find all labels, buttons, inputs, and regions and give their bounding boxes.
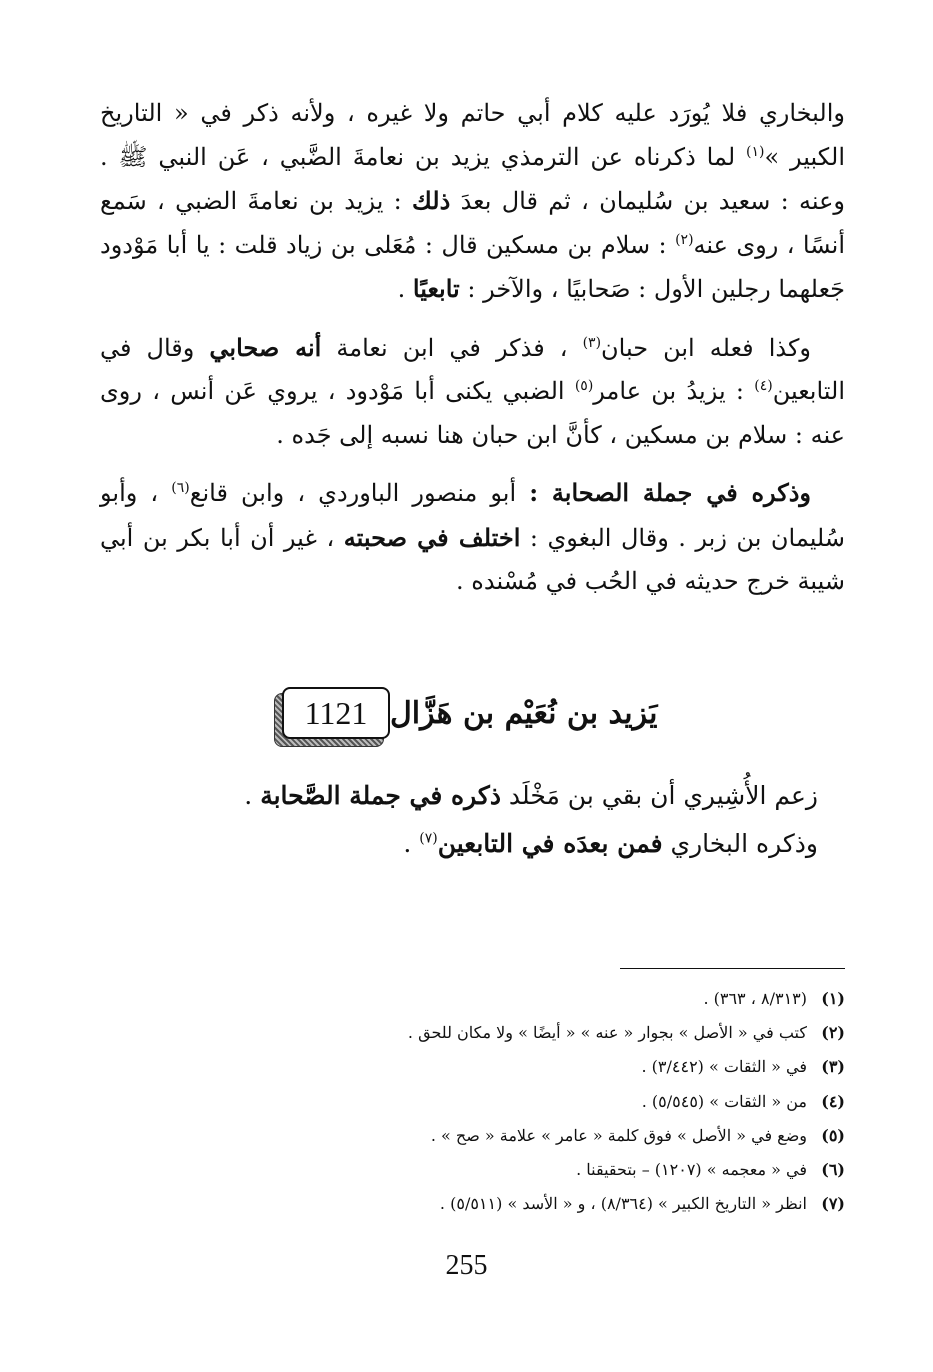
footnote-number: (٦) — [821, 1160, 845, 1180]
bold-text: فمن بعدَه في التابعين — [437, 829, 663, 858]
entry-number-box — [282, 687, 390, 739]
footnote-ref: (٢) — [675, 231, 694, 248]
footnote-number: (٢) — [821, 1023, 845, 1043]
footnote-number: (٥) — [821, 1125, 845, 1145]
text-run: ، وأبو سُليمان بن زبر . وقال البغوي : — [100, 479, 845, 552]
text-run: ، غير أن أبا بكر بن أبي شيبة خرج حديثه في الحُب في مُسْنده . — [100, 523, 845, 595]
footnotes — [100, 982, 845, 1221]
text-run: الضبي يكنى أبا مَوْدود ، يروي عَن أنس ، روى عنه : سلام بن مسكين ، كأنَّ ابن حبان هنا نسبه إلى جَده . — [100, 377, 845, 449]
entry-line-2 — [100, 820, 818, 868]
entry-name: يَزيد بن نُعَيْم بن هَزَّال — [390, 695, 658, 731]
entry-text — [100, 772, 818, 868]
footnote-ref: (٥) — [574, 378, 594, 394]
text-run: : يزيد بن نعامةَ الضبي ، سَمع أنسًا ، روى عنه — [100, 187, 845, 259]
footnote-text: من « الثقات » (٥/٥٤٥) . — [641, 1091, 807, 1111]
footnote-ref: (١) — [746, 143, 765, 160]
bold-text: ذلك — [412, 186, 451, 215]
footnote-ref: (٧) — [419, 830, 438, 847]
text-run: . — [397, 275, 413, 303]
text-run: أبو منصور الباوردي ، وابن قانع — [189, 479, 530, 507]
bold-text: وذكره في جملة الصحابة : — [529, 478, 811, 507]
paragraph-2 — [100, 326, 845, 458]
footnote-ref: (٣) — [582, 334, 602, 351]
paragraph-3 — [100, 471, 845, 604]
text-run: زعم الأُشِيري أن بقي بن مَخْلَد — [500, 781, 818, 810]
text-run: . — [403, 829, 420, 858]
entry-number: 1121 — [282, 687, 390, 739]
bold-text: ذكره في جملة الصَّحابة — [260, 781, 501, 810]
footnote-number: (٣) — [821, 1057, 845, 1077]
entry-heading — [270, 678, 670, 748]
page-number: 255 — [445, 1250, 488, 1281]
footnote-ref: (٦) — [171, 480, 190, 496]
footnote-number: (٧) — [821, 1194, 845, 1214]
text-run: ، فذكر في ابن نعامة — [321, 333, 583, 362]
footnote — [100, 982, 845, 1016]
text-run: وكذا فعله ابن حبان — [601, 333, 811, 362]
bold-text: اختلف في صحبته — [343, 522, 521, 552]
text-run: وذكره البخاري — [662, 829, 818, 858]
text-run: : سلام بن مسكين قال : مُعَلى بن زياد قلت : يا أبا مَوْدود جَعلهما رجلين الأول : صَحابيًا ، والآخر : — [100, 230, 845, 303]
text-run: وقال في التابعين — [100, 333, 845, 405]
footnote — [100, 1016, 845, 1050]
footnote — [100, 1050, 845, 1084]
footnote-text: (٨/٣١٣ ، ٣٦٣) . — [703, 989, 807, 1008]
footnote-text: كتب في « الأصل » بجوار « عنه » « أيضًا » ولا مكان للحق . — [407, 1023, 807, 1043]
text-run: لما ذكرناه عن الترمذي يزيد بن نعامةَ الضَّبي ، عَن النبي ﷺ . وعنه : سعيد بن سُليمان ، ثم قال بعدَ — [100, 142, 845, 215]
bold-text: تابعيًا — [412, 274, 460, 303]
paragraph-1 — [100, 92, 845, 312]
text-run: : يزيدُ بن عامر — [593, 377, 755, 405]
footnote-number: (٤) — [821, 1091, 845, 1111]
entry-line-1 — [100, 772, 818, 820]
footnote-ref: (٤) — [754, 378, 773, 394]
footnote-number: (١) — [821, 989, 845, 1008]
footnote-text: انظر « التاريخ الكبير » (٨/٣٦٤) ، و « الأسد » (٥/٥١١) . — [439, 1194, 807, 1214]
footnote — [100, 1119, 845, 1153]
footnote — [100, 1085, 845, 1119]
footnote-separator — [620, 968, 845, 969]
bold-text: أنه صحابي — [209, 332, 322, 362]
footnote — [100, 1187, 845, 1221]
text-run: . — [244, 781, 261, 810]
footnote-text: في « الثقات » (٣/٤٤٢) . — [641, 1057, 807, 1077]
body-text — [100, 92, 845, 604]
footnote — [100, 1153, 845, 1187]
text-run: والبخاري فلا يُورَد عليه كلام أبي حاتم ولا غيره ، ولأنه ذكر في « التاريخ الكبير » — [100, 99, 846, 171]
footnote-text: في « معجمه » (١٢٠٧) – بتحقيقنا . — [576, 1160, 807, 1180]
footnote-text: وضع في « الأصل » فوق كلمة « عامر » علامة « صح » . — [430, 1125, 807, 1145]
